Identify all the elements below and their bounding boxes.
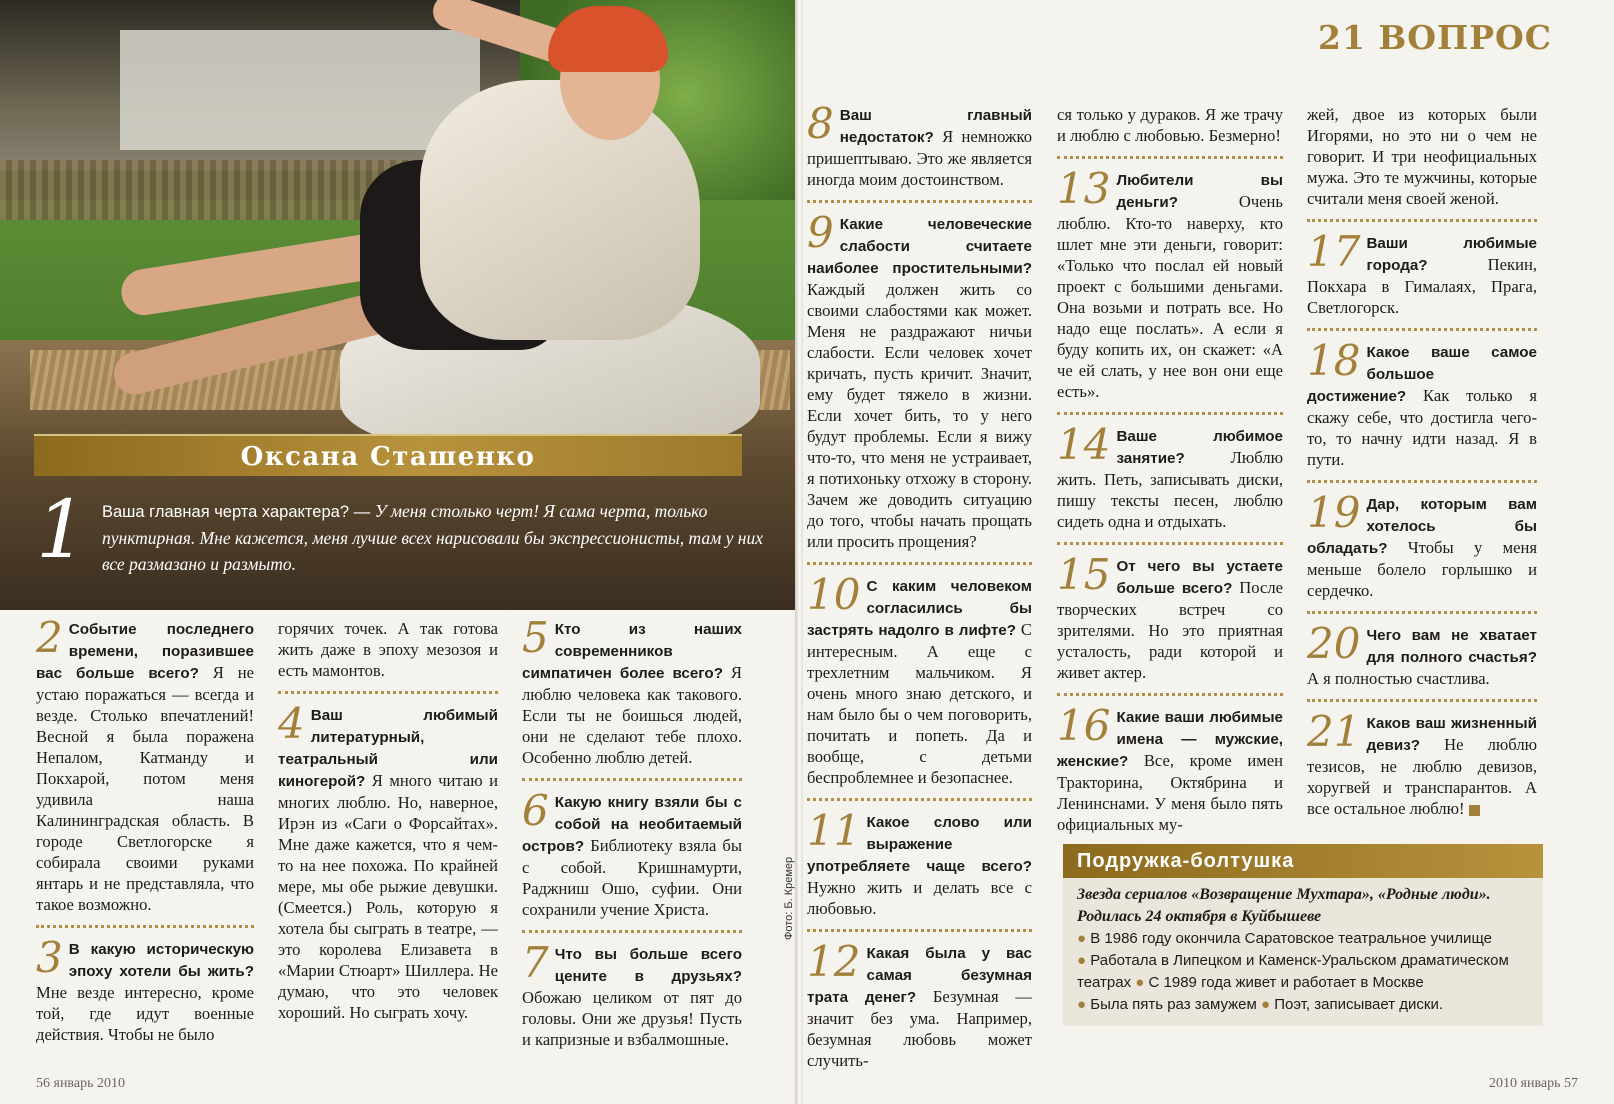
continued-text: горячих точек. А так готова жить даже в эпоху мезозоя и есть мамонтов.	[278, 619, 498, 680]
dotted-divider	[807, 929, 1032, 932]
question-number: 1	[36, 483, 87, 576]
answer-text: Чтобы у меня меньше болело горлышко и сердечко.	[1307, 538, 1537, 600]
question-number: 17	[1307, 227, 1361, 276]
question-text: В какую историческую эпоху хотели бы жить?	[68, 941, 254, 980]
question-text: Кто из наших современников симпатичен более всего?	[522, 621, 742, 682]
name-banner	[34, 434, 742, 476]
sidebar-box	[1063, 878, 1543, 1026]
question-17	[1307, 227, 1537, 318]
question-text: Ваше любимое занятие?	[1116, 428, 1283, 467]
question-text: Что вы больше всего цените в друзьях?	[554, 946, 742, 985]
question-number: 7	[522, 938, 549, 987]
question-text: Какое ваше самое большое достижение?	[1307, 344, 1537, 405]
answer-text: Библиотеку взяла бы с собой. Кришнамурти, Раджниш Ошо, суфии. Они сохранили учение Христа.	[522, 836, 742, 919]
question-text: Ваш главный недостаток?	[839, 107, 1032, 146]
question-text: Ваши любимые города?	[1366, 235, 1537, 274]
question-number: 8	[807, 99, 834, 148]
left-page	[0, 0, 795, 1104]
answer-text: Я люблю человека как такового. Если ты не боишься людей, они не сделают тебе плохо. Особенно люблю детей.	[522, 663, 742, 767]
sidebar-facts	[1077, 928, 1529, 1016]
bullet-icon: ●	[1077, 996, 1091, 1013]
question-19	[1307, 488, 1537, 601]
answer-text: Я не устаю поражаться — всегда и везде. Столько впечатлений! Весной я была поражена Непалом, Катманду и Покхарой, потом меня удивила наша Калининградская область. В городе Светлогорске я собирала своими руками янтарь и не представляла, что такое возможно.	[36, 663, 254, 914]
question-number: 4	[278, 699, 305, 748]
question-number: 13	[1057, 164, 1111, 213]
fact-item: В 1986 году окончила Саратовское театральное училище	[1090, 930, 1492, 947]
question-number: 6	[522, 786, 549, 835]
dotted-divider	[1307, 480, 1537, 483]
answer-text: Люблю жить. Петь, записывать диски, пишу тексты песен, люблю сидеть одна и отдыхать.	[1057, 448, 1283, 531]
dotted-divider	[522, 930, 742, 933]
question-12	[807, 937, 1032, 1071]
answer-text: У меня столько черт! Я сама черта, только пунктирная. Мне кажется, меня лучше всех нарисовали бы экспрессионисты, там у них все размазано и размыто.	[102, 501, 763, 574]
dotted-divider	[36, 925, 254, 928]
answer-text: Каждый должен жить со своими слабостями как может. Меня не раздражают ничьи слабости. Если человек хочет кричать, пусть кричит. Значит, ему будет тяжело в жизни. Если хочет бить, то у него будут проблемы. Если я вижу что-то, что меня не устраивает, я потихоньку отхожу в сторону. Зачем же доводить ситуацию до того, чтобы начать прощать или просить прощения?	[807, 280, 1032, 551]
dotted-divider	[807, 798, 1032, 801]
question-7	[522, 938, 742, 1050]
question-number: 3	[36, 933, 63, 982]
bullet-icon: ●	[1261, 996, 1275, 1013]
question-text: Дар, которым вам хотелось бы обладать?	[1307, 496, 1537, 557]
answer-text: Не люблю тезисов, не люблю девизов, хоругвей и транспарантов. А все остальное люблю!	[1307, 735, 1537, 818]
answer-text: Обожаю целиком от пят до головы. Они же друзья! Пусть и капризные и взбалмошные.	[522, 988, 742, 1049]
question-number: 15	[1057, 550, 1111, 599]
dotted-divider	[522, 778, 742, 781]
answer-text: Я много читаю и многих люблю. Но, наверное, Ирэн из «Саги о Форсайтах». Мне даже кажется, что я чем-то на нее похожа. По крайней мере, мы обе рыжие девушки. (Смеется.) Роль, которую я хотела бы сыграть в театре, — это королева Елизавета в «Марии Стюарт» Шиллера. Не думаю, что это человек хороший. Но сыграть хочу.	[278, 771, 498, 1022]
question-text: Какие ваши любимые имена — мужские, женские?	[1057, 709, 1283, 770]
bullet-icon: ●	[1077, 930, 1091, 947]
question-11	[807, 806, 1032, 919]
question-number: 21	[1307, 707, 1361, 756]
question-10	[807, 570, 1032, 788]
question-20	[1307, 619, 1537, 689]
question-3	[36, 933, 254, 1045]
dotted-divider	[1057, 156, 1283, 159]
question-text: Какую книгу взяли бы с собой на необитаемый остров?	[522, 794, 742, 855]
dotted-divider	[1307, 611, 1537, 614]
question-15	[1057, 550, 1283, 683]
left-column-3	[522, 613, 742, 1050]
question-text: С каким человеком согласились бы застрять надолго в лифте?	[807, 578, 1032, 639]
answer-text: Пекин, Покхара в Гималаях, Прага, Светлогорск.	[1307, 255, 1537, 317]
page-folio-right: 2010 январь 57	[1489, 1076, 1578, 1091]
question-18	[1307, 336, 1537, 470]
question-number: 12	[807, 937, 861, 986]
question-number: 10	[807, 570, 861, 619]
question-13	[1057, 164, 1283, 402]
question-text: Каков ваш жизненный девиз?	[1366, 715, 1537, 754]
answer-text: Мне везде интересно, кроме той, где идут военные действия. Чтобы не было	[36, 983, 254, 1044]
sidebar-box-title: Подружка-болтушка	[1063, 844, 1543, 878]
question-text: Любители вы деньги?	[1116, 172, 1283, 211]
fact-item: Работала в Липецком и Каменск-Уральском драматическом театрах	[1077, 952, 1509, 991]
end-mark-icon	[1469, 805, 1480, 816]
dotted-divider	[1307, 328, 1537, 331]
question-number: 9	[807, 208, 834, 257]
dotted-divider	[807, 562, 1032, 565]
photo-credit: Фото: Б. Кремер	[783, 856, 795, 940]
question-2	[36, 613, 254, 915]
person-name: Оксана Сташенко	[240, 442, 536, 472]
question-number: 14	[1057, 420, 1111, 469]
bullet-icon: ●	[1135, 974, 1149, 991]
fact-item: Была пять раз замужем	[1090, 996, 1257, 1013]
dotted-divider	[278, 691, 498, 694]
question-text: Чего вам не хватает для полного счастья?	[1366, 627, 1537, 666]
answer-text: После творческих встреч со зрителями. Но это приятная усталость, ради которой и живет актер.	[1057, 578, 1283, 682]
answer-text: Нужно жить и делать все с любовью.	[807, 878, 1032, 918]
question-text: Ваш любимый литературный, театральный или киногерой?	[278, 707, 498, 790]
answer-text: А я полностью счастлива.	[1307, 669, 1490, 688]
dotted-divider	[1057, 412, 1283, 415]
page-spine	[795, 0, 803, 1104]
dotted-divider	[807, 200, 1032, 203]
question-number: 5	[522, 613, 549, 662]
question-text: Какие человеческие слабости считаете наиболее простительными?	[807, 216, 1032, 277]
continued-text: ся только у дураков. Я же трачу и люблю с любовью. Безмерно!	[1057, 105, 1283, 145]
fact-item: Поэт, записывает диски.	[1274, 996, 1444, 1013]
question-text: Какое слово или выражение употребляете чаще всего?	[807, 814, 1032, 875]
question-8	[807, 99, 1032, 190]
answer-text: Все, кроме имен Тракторина, Октябрина и Ленинснами. У меня было пять официальных му-	[1057, 751, 1283, 834]
continued-text: жей, двое из которых были Игорями, но это ни о чем не говорит. И три неофициальных мужа. Это те мужчины, которые считали меня своей женой.	[1307, 105, 1537, 208]
question-number: 19	[1307, 488, 1361, 537]
question-21	[1307, 707, 1537, 819]
answer-text: Как только я скажу себе, что достигла чего-то, то начну идти назад. Я в пути.	[1307, 386, 1537, 469]
question-text: Ваша главная черта характера? —	[102, 503, 375, 521]
question-5	[522, 613, 742, 768]
left-column-2	[278, 618, 498, 1023]
question-number: 2	[36, 613, 63, 662]
dotted-divider	[1057, 693, 1283, 696]
fact-item: С 1989 года живет и работает в Москве	[1148, 974, 1424, 991]
sidebar-intro: Звезда сериалов «Возвращение Мухтара», «Родные люди». Родилась 24 октября в Куйбышеве	[1077, 886, 1491, 925]
answer-text: С интересным. А еще с трехлетним мальчиком. Я очень много знаю детского, и нам было бы о чем поговорить, почитать и попеть. Да и вообще, с детьми беспроблемнее и безопаснее.	[807, 620, 1032, 787]
question-number: 16	[1057, 701, 1111, 750]
question-number: 20	[1307, 619, 1361, 668]
bullet-icon: ●	[1077, 952, 1091, 969]
question-6	[522, 786, 742, 920]
right-column-3	[1307, 104, 1537, 819]
question-16	[1057, 701, 1283, 835]
answer-text: Безумная — значит без ума. Например, безумная любовь может случить-	[807, 987, 1032, 1070]
question-text: От чего вы устаете больше всего?	[1116, 558, 1283, 597]
answer-text: Я немножко пришептываю. Это же является иногда моим достоинством.	[807, 127, 1032, 189]
question-1	[36, 483, 776, 586]
left-column-1	[36, 613, 254, 1045]
right-column-2	[1057, 104, 1283, 835]
right-column-1	[807, 99, 1032, 1071]
dotted-divider	[1307, 699, 1537, 702]
page-folio-left: 56 январь 2010	[36, 1076, 125, 1091]
question-number: 11	[807, 806, 861, 855]
question-14	[1057, 420, 1283, 532]
question-number: 18	[1307, 336, 1361, 385]
dotted-divider	[1307, 219, 1537, 222]
question-9	[807, 208, 1032, 552]
dotted-divider	[1057, 542, 1283, 545]
section-title: 21 ВОПРОС	[1318, 18, 1553, 57]
question-text: Событие последнего времени, поразившее вас больше всего?	[36, 621, 254, 682]
question-text: Какая была у вас самая безумная трата денег?	[807, 945, 1032, 1006]
question-4	[278, 699, 498, 1023]
answer-text: Очень люблю. Кто-то наверху, кто шлет мне эти деньги, говорит: «Только что послал ей новый проект с большими деньгами. Она возьми и потрать все. Но надо еще послать». А если я буду копить их, он скажет: «А че ей слать, у нее вон они еще есть».	[1057, 192, 1283, 401]
